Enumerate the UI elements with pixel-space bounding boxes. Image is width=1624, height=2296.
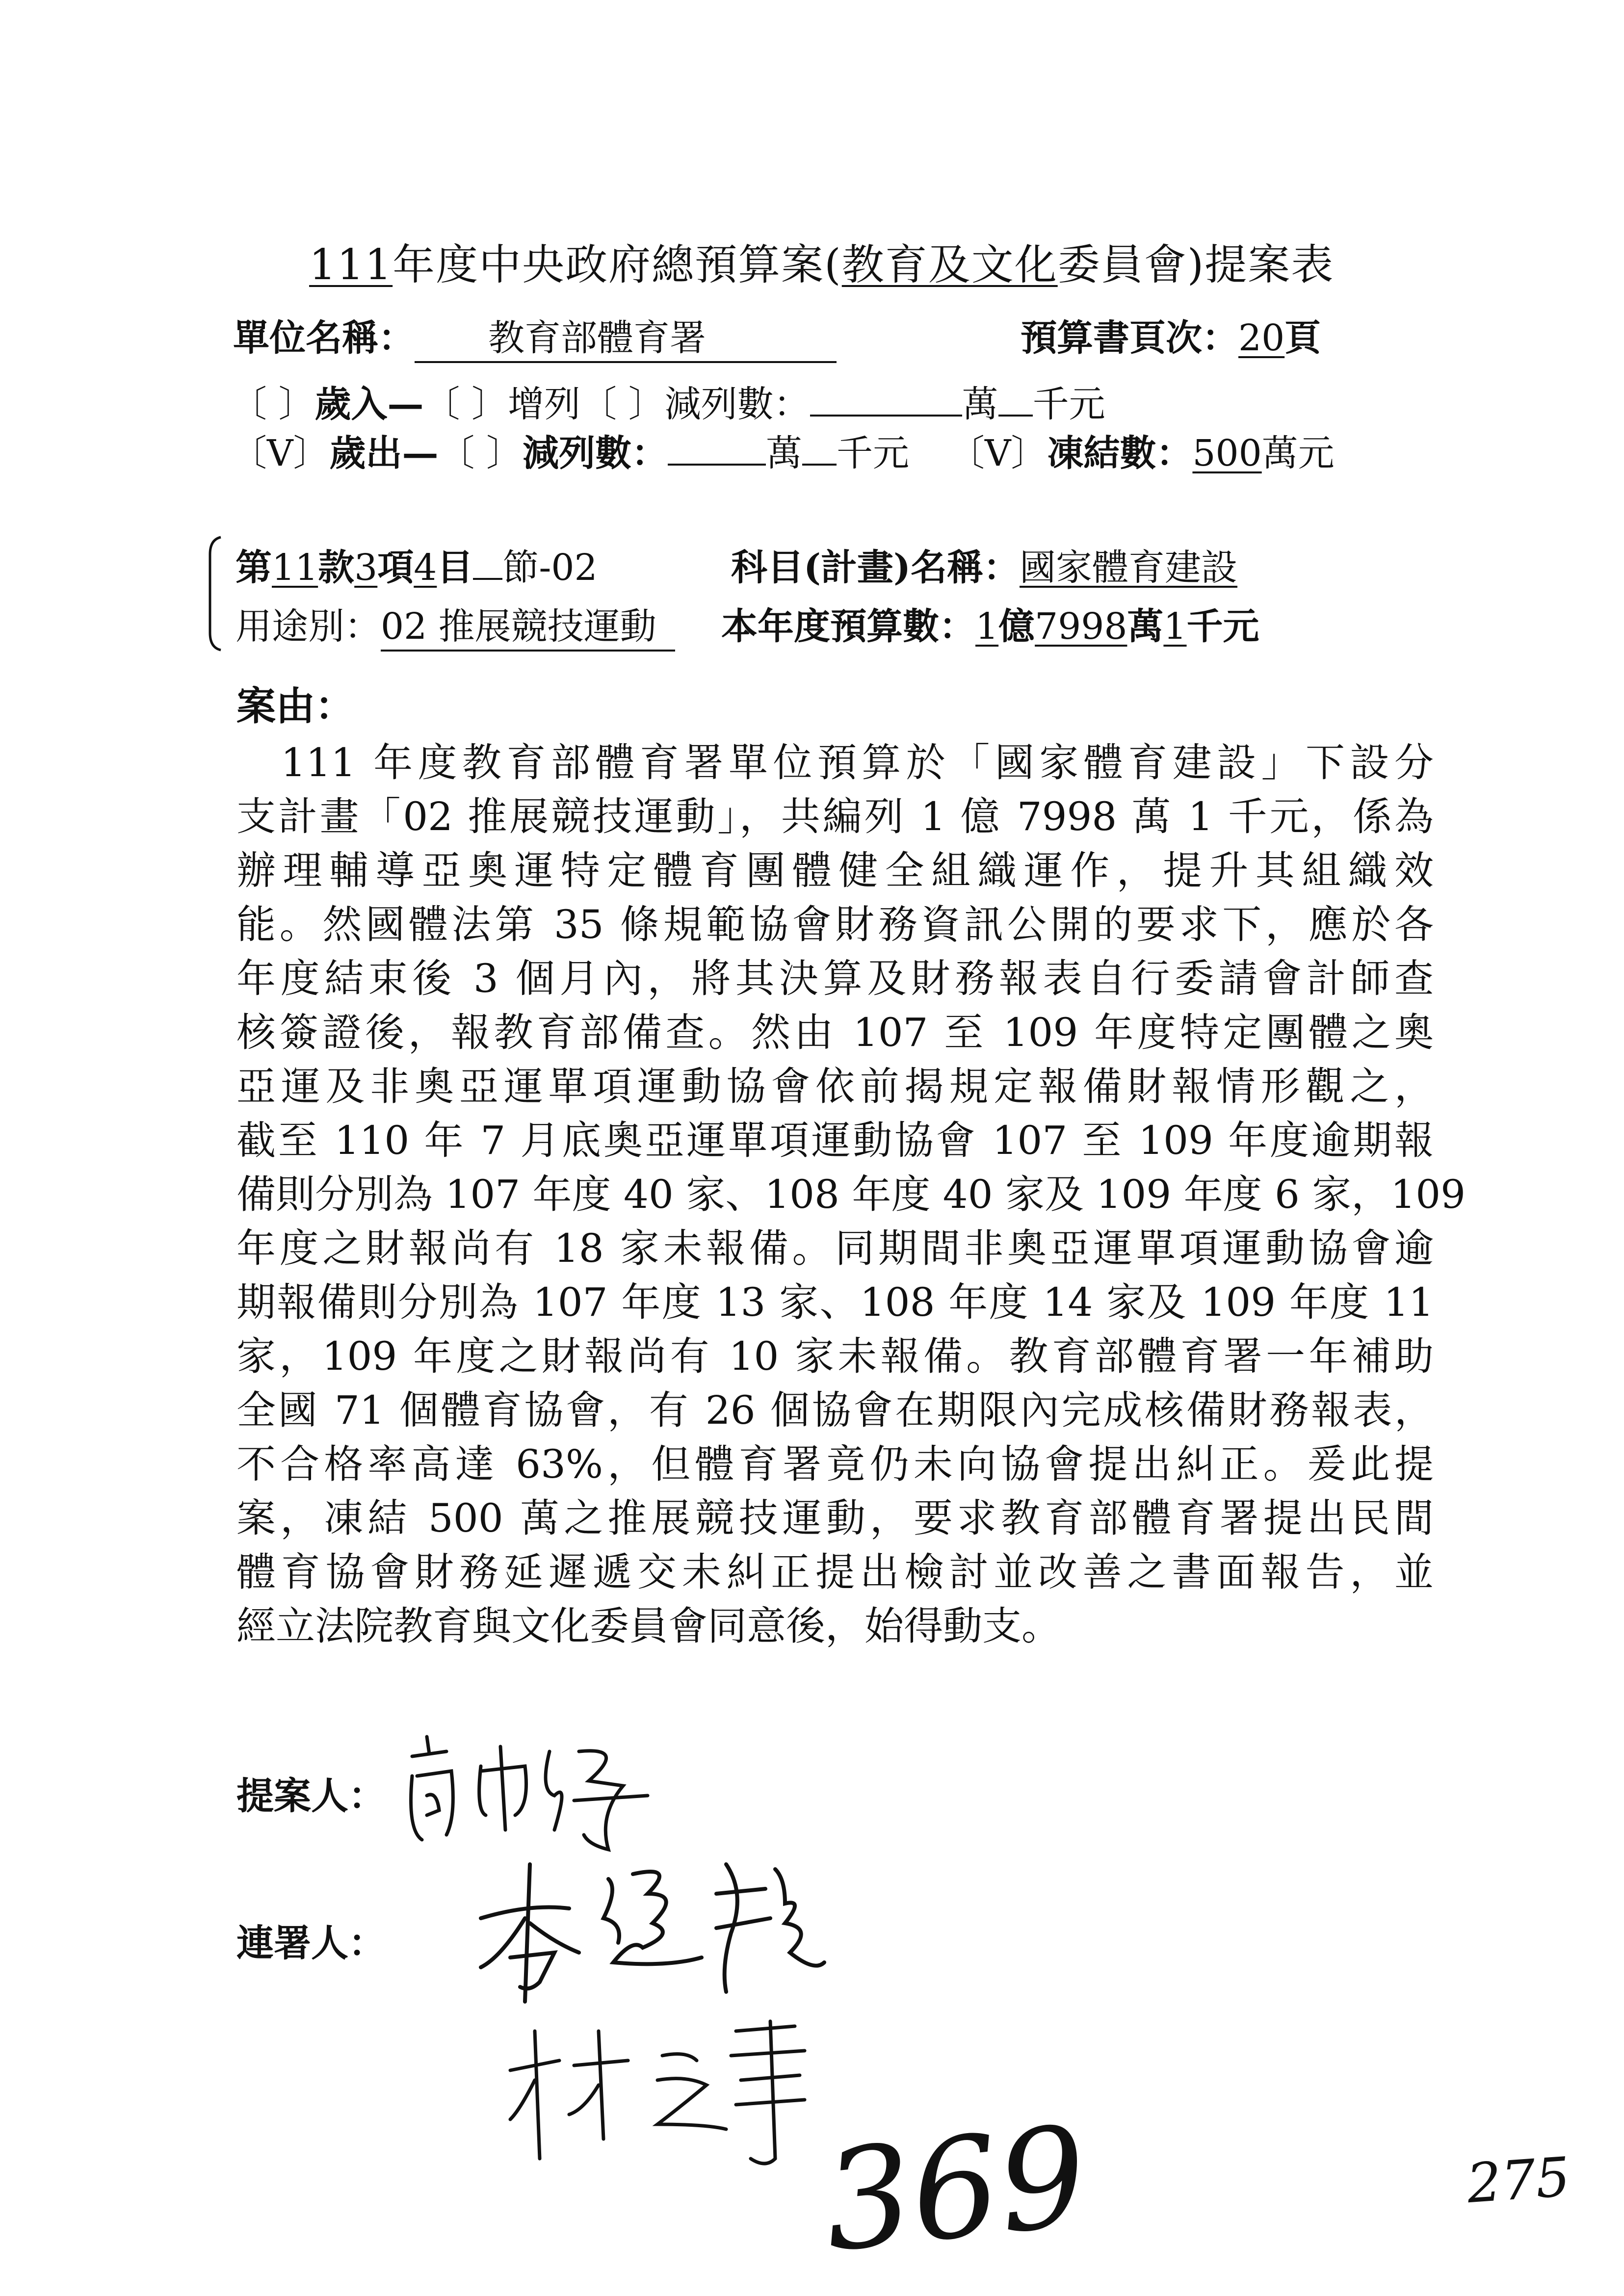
reason-line: 年度結束後 3 個月內，將其決算及財務報表自行委請會計師查 (236, 956, 1434, 1001)
reason-label: 案由： (236, 683, 354, 729)
reason-line: 不合格率高達 63%，但體育署竟仍未向協會提出糾正。爰此提 (236, 1441, 1434, 1487)
expense-row: 〔V〕歲出—〔 〕減列數： 萬 千元 〔V〕凍結數：500萬元 (231, 424, 1335, 476)
reason-line: 年度之財報尚有 18 家未報備。同期間非奧亞運單項運動協會逾 (236, 1226, 1434, 1271)
blank-field (473, 545, 502, 580)
reason-line: 期報備則分別為 107 年度 13 家、108 年度 14 家及 109 年度 11 (236, 1279, 1434, 1325)
reason-line: 家，109 年度之財報尚有 10 家未報備。教育部體育署一年補助 (236, 1333, 1434, 1379)
use-row: 用途別：02 推展競技運動 (236, 598, 675, 652)
reason-line: 能。然國體法第 35 條規範協會財務資訊公開的要求下，應於各 (236, 902, 1434, 947)
blank-field (668, 431, 766, 466)
reason-line: 體育協會財務延遲遞交未糾正提出檢討並改善之書面報告，並 (236, 1549, 1434, 1595)
blank-field (802, 431, 837, 466)
reason-line: 111 年度教育部體育署單位預算於「國家體育建設」下設分 (236, 740, 1434, 785)
item-row: 第11款3項4目 節-02 (236, 539, 598, 591)
revenue-row: 〔 〕歲入—〔 〕增列〔 〕減列數： 萬 千元 (231, 375, 1105, 427)
reason-line: 備則分別為 107 年度 40 家、108 年度 40 家及 109 年度 6 家，109 (236, 1172, 1466, 1217)
cosigner-signature-1 (471, 1845, 864, 2007)
proposer-label: 提案人： (236, 1774, 386, 1818)
reason-line: 截至 110 年 7 月底奧亞運單項運動協會 107 至 109 年度逾期報 (236, 1118, 1434, 1163)
reason-line: 支計畫「02 推展競技運動」，共編列 1 億 7998 萬 1 千元，係為 (236, 794, 1434, 839)
unit-row: 單位名稱： 教育部體育署 (233, 309, 837, 363)
cosigner-signature-2 (500, 2011, 844, 2173)
reason-line: 經立法院教育與文化委員會同意後，始得動支。 (236, 1603, 1061, 1649)
reason-line: 案，凍結 500 萬之推展競技運動，要求教育部體育署提出民間 (236, 1495, 1434, 1541)
reason-line: 全國 71 個體育協會，有 26 個協會在期限內完成核備財務報表， (236, 1387, 1434, 1433)
unit-value: 教育部體育署 (415, 309, 837, 363)
bracket-icon (206, 535, 226, 652)
handwritten-page-number: 275 (1465, 2145, 1572, 2216)
blank-field (810, 382, 962, 417)
reason-line: 辦理輔導亞奧運特定體育團體健全組織運作，提升其組織效 (236, 848, 1434, 893)
reason-line: 亞運及非奧亞運單項運動協會依前揭規定報備財報情形觀之， (236, 1064, 1434, 1109)
reason-line: 核簽證後，報教育部備查。然由 107 至 109 年度特定團體之奧 (236, 1010, 1434, 1055)
page-ref: 預算書頁次：20頁 (1021, 317, 1321, 359)
handwritten-number: 369 (816, 2096, 1095, 2283)
page-title: 111年度中央政府總預算案(教育及文化委員會)提案表 (309, 240, 1335, 289)
subject-row: 科目(計畫)名稱：國家體育建設 (731, 547, 1238, 589)
budget-row: 本年度預算數：1億7998萬1千元 (721, 605, 1259, 648)
blank-field (998, 382, 1033, 417)
proposer-signature (393, 1717, 667, 1864)
cosigners-label: 連署人： (236, 1921, 386, 1965)
